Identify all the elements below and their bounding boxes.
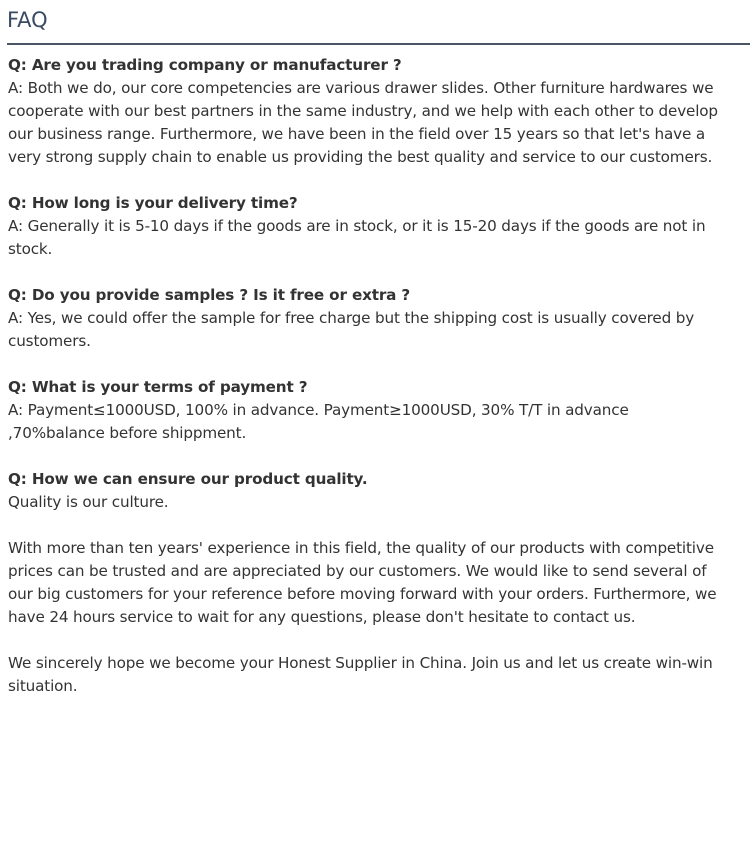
faq-item	[8, 54, 720, 169]
faq-question: Q: What is your terms of payment ?	[8, 378, 308, 396]
faq-answer: A: Generally it is 5-10 days if the goods are in stock, or it is 15-20 days if the goods are not in stock.	[8, 217, 706, 258]
faq-content	[8, 54, 720, 721]
faq-question: Q: How long is your delivery time?	[8, 194, 298, 212]
faq-item	[8, 376, 720, 445]
faq-question: Q: Are you trading company or manufacturer ?	[8, 56, 402, 74]
faq-answer: A: Payment≤1000USD, 100% in advance. Payment≥1000USD, 30% T/T in advance ,70%balance before shippment.	[8, 401, 629, 442]
faq-answer: A: Both we do, our core competencies are various drawer slides. Other furniture hardwares we cooperate with our best partners in the same industry, and we help with each other to develop our business range. Furthermore, we have been in the field over 15 years so that let's have a very strong supply chain to enable us providing the best quality and service to our customers.	[8, 79, 718, 166]
quality-paragraph: With more than ten years' experience in this field, the quality of our products with competitive prices can be trusted and are appreciated by our customers. We would like to send several of our big customers for your reference before moving forward with your orders. Furthermore, we have 24 hours service to wait for any questions, please don't hesitate to contact us.	[8, 539, 717, 626]
faq-header	[7, 6, 750, 45]
faq-question: Q: Do you provide samples ? Is it free or extra ?	[8, 286, 411, 304]
faq-item	[8, 284, 720, 353]
faq-answer: A: Yes, we could offer the sample for free charge but the shipping cost is usually covered by customers.	[8, 309, 695, 350]
faq-item	[8, 468, 720, 514]
faq-question: Q: How we can ensure our product quality.	[8, 470, 368, 488]
faq-answer: Quality is our culture.	[8, 493, 169, 511]
faq-item	[8, 192, 720, 261]
closing-paragraph: We sincerely hope we become your Honest Supplier in China. Join us and let us create win-win situation.	[8, 654, 713, 695]
page-title: FAQ	[7, 8, 48, 32]
